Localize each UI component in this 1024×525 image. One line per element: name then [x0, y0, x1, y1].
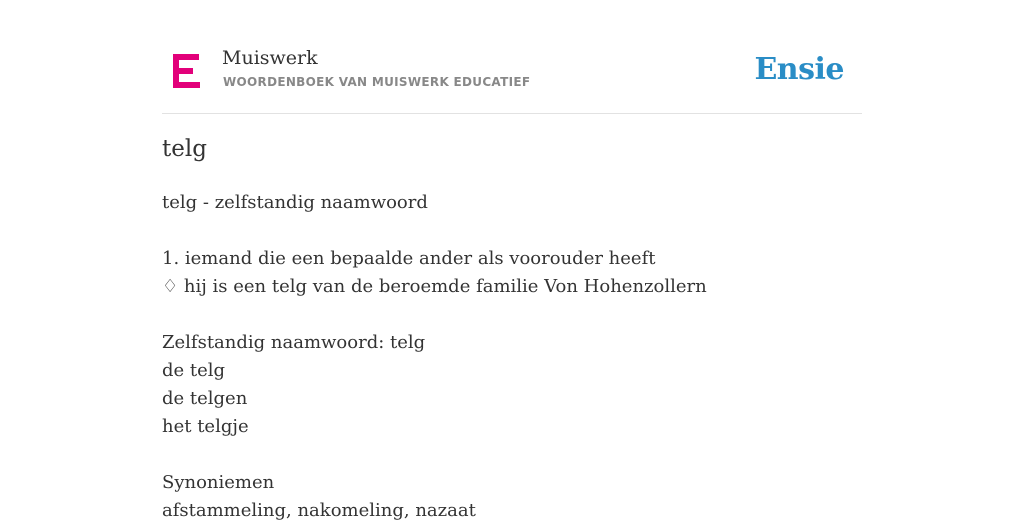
- entry-line-blank: [162, 217, 707, 245]
- word-title: telg: [162, 136, 207, 162]
- muiswerk-logo-icon: [173, 54, 200, 88]
- entry-line-blank: [162, 441, 707, 469]
- site-subtitle: WOORDENBOEK VAN MUISWERK EDUCATIEF: [223, 75, 531, 89]
- entry-line-pos: telg - zelfstandig naamwoord: [162, 192, 428, 213]
- entry-line-synonyms: afstammeling, nakomeling, nazaat: [162, 500, 476, 521]
- ensie-logo-link[interactable]: Ensie: [754, 52, 844, 87]
- entry-line-synonyms-heading: Synoniemen: [162, 472, 275, 493]
- entry-line-form: de telg: [162, 360, 226, 381]
- entry-line-example: ♢ hij is een telg van de beroemde familie Von Hohenzollern: [162, 276, 707, 297]
- site-title: Muiswerk: [222, 47, 318, 69]
- entry-line-blank: [162, 301, 707, 329]
- definition-body: [162, 189, 707, 525]
- entry-line-form: het telgje: [162, 416, 249, 437]
- entry-line-definition: 1. iemand die een bepaalde ander als voorouder heeft: [162, 248, 656, 269]
- entry-line-form: de telgen: [162, 388, 248, 409]
- site-header: [162, 0, 862, 114]
- entry-line-forms-heading: Zelfstandig naamwoord: telg: [162, 332, 426, 353]
- page-container: [162, 0, 862, 521]
